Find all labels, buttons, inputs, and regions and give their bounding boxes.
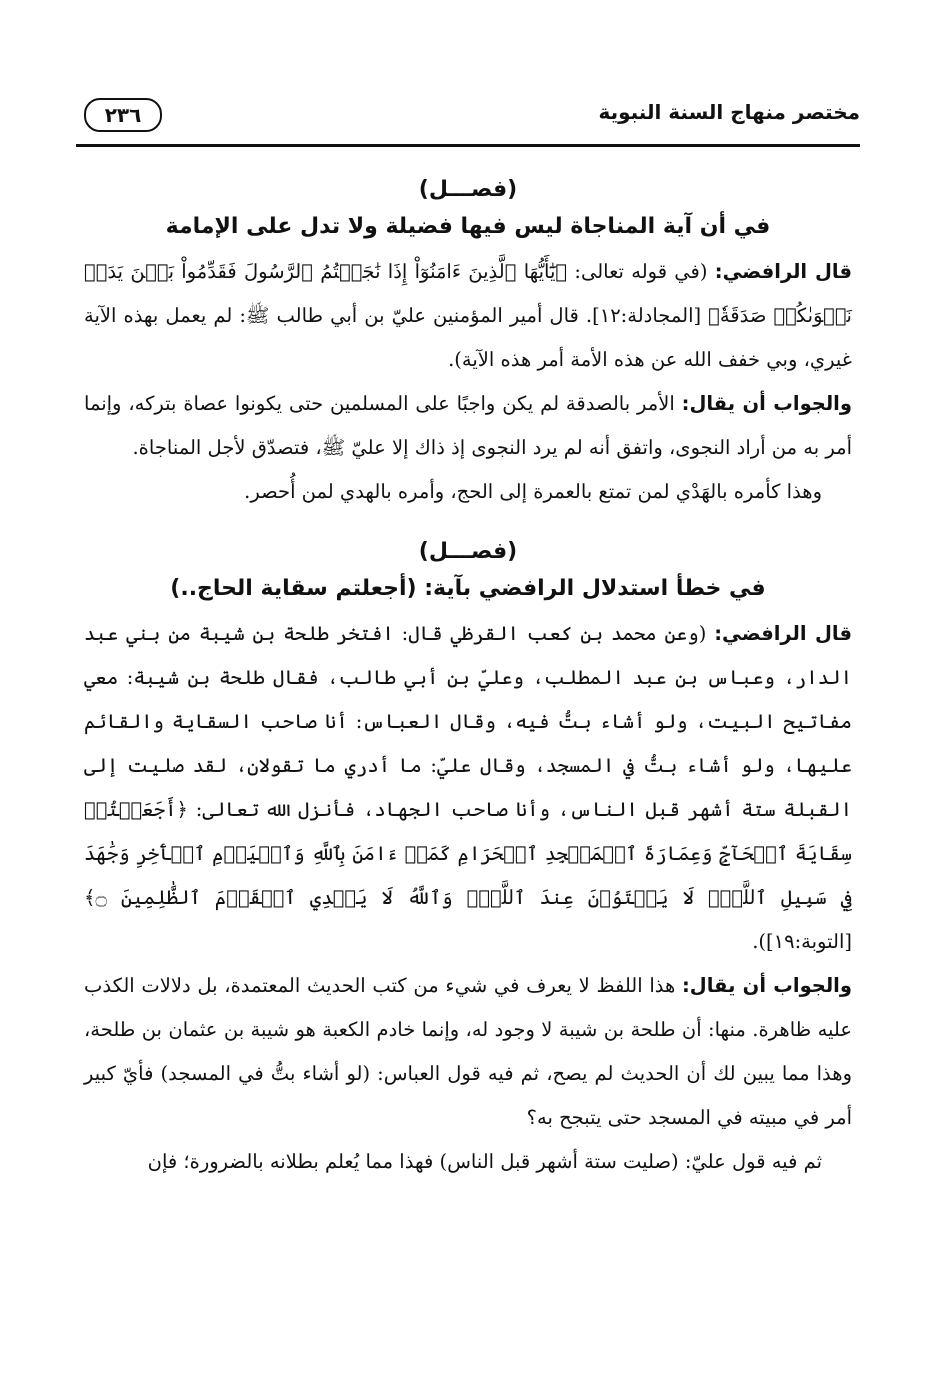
section-gap	[84, 514, 852, 534]
paragraph-lead: والجواب أن يقال:	[682, 974, 852, 997]
section-title: في أن آية المناجاة ليس فيها فضيلة ولا تدل على الإمامة	[165, 214, 771, 239]
paragraph-text: (في قوله تعالى: ﴿يَٰٓأَيُّهَا ٱلَّذِينَ ءَامَنُوٓاْ إِذَا نَٰجَيۡتُمُ ٱلرَّسُولَ فَقَدِّمُواْ بَيۡنَ يَدَيۡ نَجۡوَىٰكُمۡ صَدَقَةٗ﴾ [المجادلة:١٢]. قال أمير المؤمنين عليّ بن أبي طالب ﷺ: لم يعمل بهذه الآية غيري، وبي خفف الله عن هذه الأمة أمر هذه الآية).	[84, 260, 852, 371]
page-number: ٢٣٦	[84, 98, 162, 132]
paragraph	[84, 382, 852, 470]
paragraph-text: الأمر بالصدقة لم يكن واجبًا على المسلمين حتى يكونوا عصاة بتركه، وإنما أمر به من أراد النجوى، واتفق أنه لم يرد النجوى إذ ذاك إلا عليّ ﷺ، فتصدّق لأجل المناجاة.	[84, 392, 852, 459]
paragraph-text: (وعن محمد بن كعب القرظي قال: افتخر طلحة بن شيبة من بني عبد الدار، وعباس بن عبد المطلب، وعليّ بن أبي طالب، فقال طلحة بن شيبة: معي مفاتيح البيت، ولو أشاء بتُّ فيه، وقال العباس: أنا صاحب السقاية والقائم عليها، ولو أشاء بتُّ في المسجد، وقال عليّ: ما أدري ما تقولان، لقد صليت إلى القبلة ستة أشهر قبل الناس، وأنا صاحب الجهاد، فأنزل الله تعالى: ﴿أَجَعَلۡتُمۡ سِقَايَةَ ٱلۡحَآجِّ وَعِمَارَةَ ٱلۡمَسۡجِدِ ٱلۡحَرَامِ كَمَنۡ ءَامَنَ بِٱللَّهِ وَٱلۡيَوۡمِ ٱلۡأٓخِرِ وَجَٰهَدَ فِي سَبِيلِ ٱللَّهِۚ لَا يَسۡتَوُۥنَ عِندَ ٱللَّهِۗ وَٱللَّهُ لَا يَهۡدِي ٱلۡقَوۡمَ ٱلظَّٰلِمِينَ ۝﴾ [التوبة:١٩]).	[84, 622, 852, 953]
paragraph	[84, 1140, 852, 1184]
running-title: مختصر منهاج السنة النبوية	[598, 100, 860, 124]
paragraph	[84, 470, 852, 514]
section-label: (فصـــل)	[418, 177, 518, 202]
paragraph	[84, 612, 852, 964]
paragraph-lead: والجواب أن يقال:	[681, 392, 852, 415]
paragraph	[84, 964, 852, 1140]
header-rule	[76, 144, 860, 147]
page-content	[84, 172, 852, 1184]
paragraph-text: هذا اللفظ لا يعرف في شيء من كتب الحديث المعتمدة، بل دلالات الكذب عليه ظاهرة. منها: أن طلحة بن شيبة لا وجود له، وإنما خادم الكعبة هو شيبة بن عثمان بن طلحة، وهذا مما يبين لك أن الحديث لم يصح، ثم فيه قول العباس: (لو أشاء بتُّ في المسجد) فأيّ كبير أمر في مبيته في المسجد حتى يتبجح به؟	[84, 974, 852, 1129]
section-label: (فصـــل)	[418, 539, 518, 564]
section-title: في خطأ استدلال الرافضي بآية: (أجعلتم سقاية الحاج..)	[170, 576, 766, 601]
paragraph-lead: قال الرافضي:	[714, 260, 852, 283]
paragraph	[84, 250, 852, 382]
paragraph-lead: قال الرافضي:	[714, 622, 852, 645]
paragraph-text: وهذا كأمره بالهَدْي لمن تمتع بالعمرة إلى الحج، وأمره بالهدي لمن أُحصر.	[244, 480, 822, 503]
paragraph-text: ثم فيه قول عليّ: (صليت ستة أشهر قبل الناس) فهذا مما يُعلم بطلانه بالضرورة؛ فإن	[147, 1150, 822, 1173]
page-header	[80, 92, 860, 142]
